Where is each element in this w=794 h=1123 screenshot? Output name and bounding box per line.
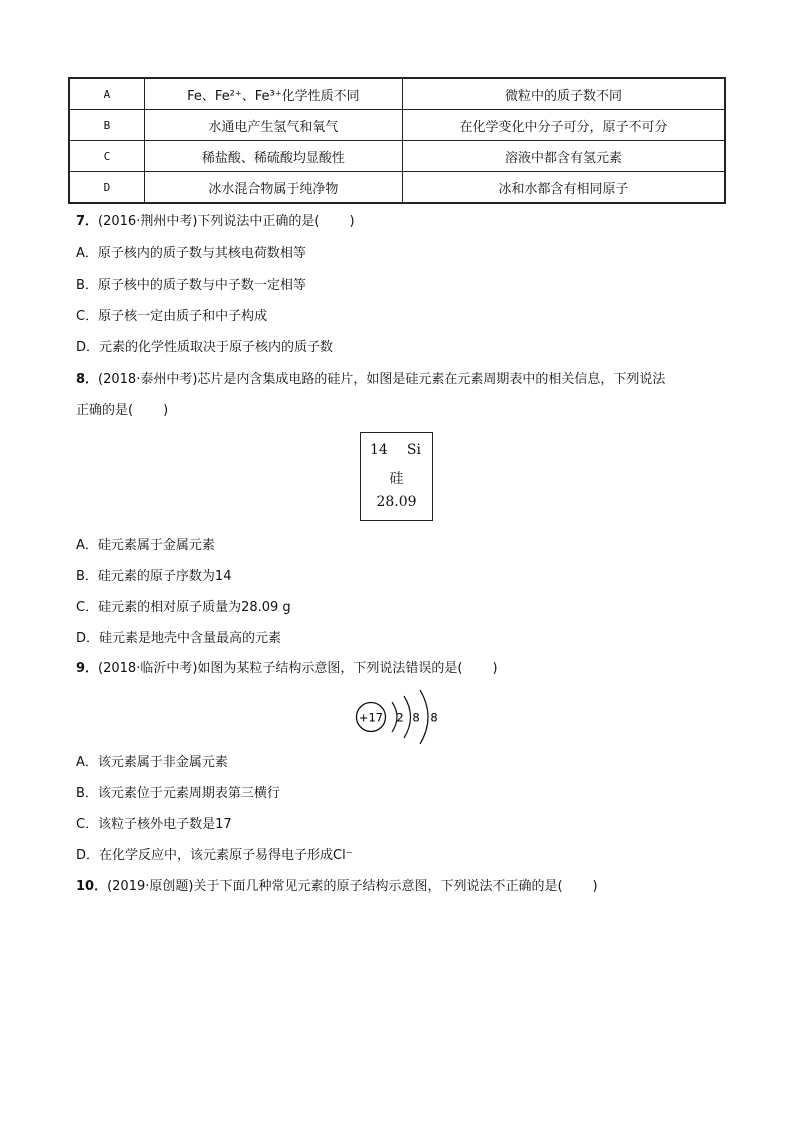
q9-number: 9． — [76, 661, 99, 676]
q10-stem-text: (2019·原创题)关于下面几种常见元素的原子结构示意图，下列说法不正确的是( — [107, 879, 563, 894]
explanation-cell: 溶液中都含有氢元素 — [403, 141, 726, 172]
q10-stem-end: ) — [592, 879, 598, 894]
q8-stem-text-2: 正确的是( — [76, 403, 134, 418]
q8-option-c: C．硅元素的相对原子质量为28.09 g — [76, 600, 291, 615]
q9-option-b: B．该元素位于元素周期表第三横行 — [76, 786, 280, 801]
q8-option-a: A．硅元素属于金属元素 — [76, 538, 215, 553]
chlorine-ion-structure-diagram — [354, 688, 454, 746]
option-letter-cell: D — [69, 172, 144, 204]
table-row — [69, 78, 725, 110]
q10-number: 10． — [76, 879, 108, 894]
explanation-cell: 在化学变化中分子可分，原子不可分 — [403, 110, 726, 141]
fact-cell: Fe、Fe²⁺、Fe³⁺化学性质不同 — [144, 78, 402, 110]
option-letter-cell: B — [69, 110, 144, 141]
element-name: 硅 — [389, 471, 404, 487]
q7-stem-end: ) — [349, 214, 355, 229]
fact-cell: 稀盐酸、稀硫酸均显酸性 — [144, 141, 402, 172]
table-row — [69, 141, 725, 172]
q7-stem — [76, 213, 355, 231]
q8-option-d: D．硅元素是地壳中含量最高的元素 — [76, 631, 282, 646]
shell-3-electrons: 8 — [430, 710, 438, 725]
q8-number: 8． — [76, 372, 99, 387]
table-row — [69, 172, 725, 204]
fact-cell: 水通电产生氢气和氧气 — [144, 110, 402, 141]
q7-stem-text: (2016·荆州中考)下列说法中正确的是( — [98, 214, 320, 229]
q8-stem-line1 — [76, 371, 665, 389]
fact-cell: 冰水混合物属于纯净物 — [144, 172, 402, 204]
element-symbol: Si — [406, 442, 421, 458]
q7-option-c: C．原子核一定由质子和中子构成 — [76, 309, 268, 324]
options-table — [68, 77, 726, 204]
nucleus-charge: +17 — [358, 710, 384, 725]
q8-stem-text-1: (2018·泰州中考)芯片是内含集成电路的硅片，如图是硅元素在元素周期表中的相关信息，下列说法 — [98, 372, 666, 387]
q9-stem — [76, 660, 498, 678]
shell-arc-2 — [404, 696, 411, 738]
explanation-cell: 微粒中的质子数不同 — [403, 78, 726, 110]
atomic-number: 14 — [370, 442, 388, 458]
q7-option-b: B．原子核中的质子数与中子数一定相等 — [76, 278, 306, 293]
shell-2-electrons: 8 — [412, 710, 420, 725]
silicon-element-card — [360, 432, 433, 521]
q8-stem-line2 — [76, 402, 168, 420]
q9-option-a: A．该元素属于非金属元素 — [76, 755, 228, 770]
q9-option-d: D．在化学反应中，该元素原子易得电子形成Cl⁻ — [76, 848, 353, 863]
q10-stem — [76, 878, 598, 896]
table-row — [69, 110, 725, 141]
option-letter-cell: A — [69, 78, 144, 110]
atomic-mass: 28.09 — [376, 494, 417, 510]
q7-number: 7． — [76, 214, 99, 229]
q7-option-a: A．原子核内的质子数与其核电荷数相等 — [76, 246, 306, 261]
q9-stem-end: ) — [492, 661, 498, 676]
q7-option-d: D．元素的化学性质取决于原子核内的质子数 — [76, 340, 334, 355]
explanation-cell: 冰和水都含有相同原子 — [403, 172, 726, 204]
q9-option-c: C．该粒子核外电子数是17 — [76, 817, 232, 832]
q8-option-b: B．硅元素的原子序数为14 — [76, 569, 232, 584]
q8-stem-end: ) — [163, 403, 169, 418]
q9-stem-text: (2018·临沂中考)如图为某粒子结构示意图，下列说法错误的是( — [98, 661, 463, 676]
option-letter-cell: C — [69, 141, 144, 172]
shell-1-electrons: 2 — [396, 710, 404, 725]
shell-arc-3 — [420, 690, 428, 744]
options-table-body — [69, 78, 725, 203]
